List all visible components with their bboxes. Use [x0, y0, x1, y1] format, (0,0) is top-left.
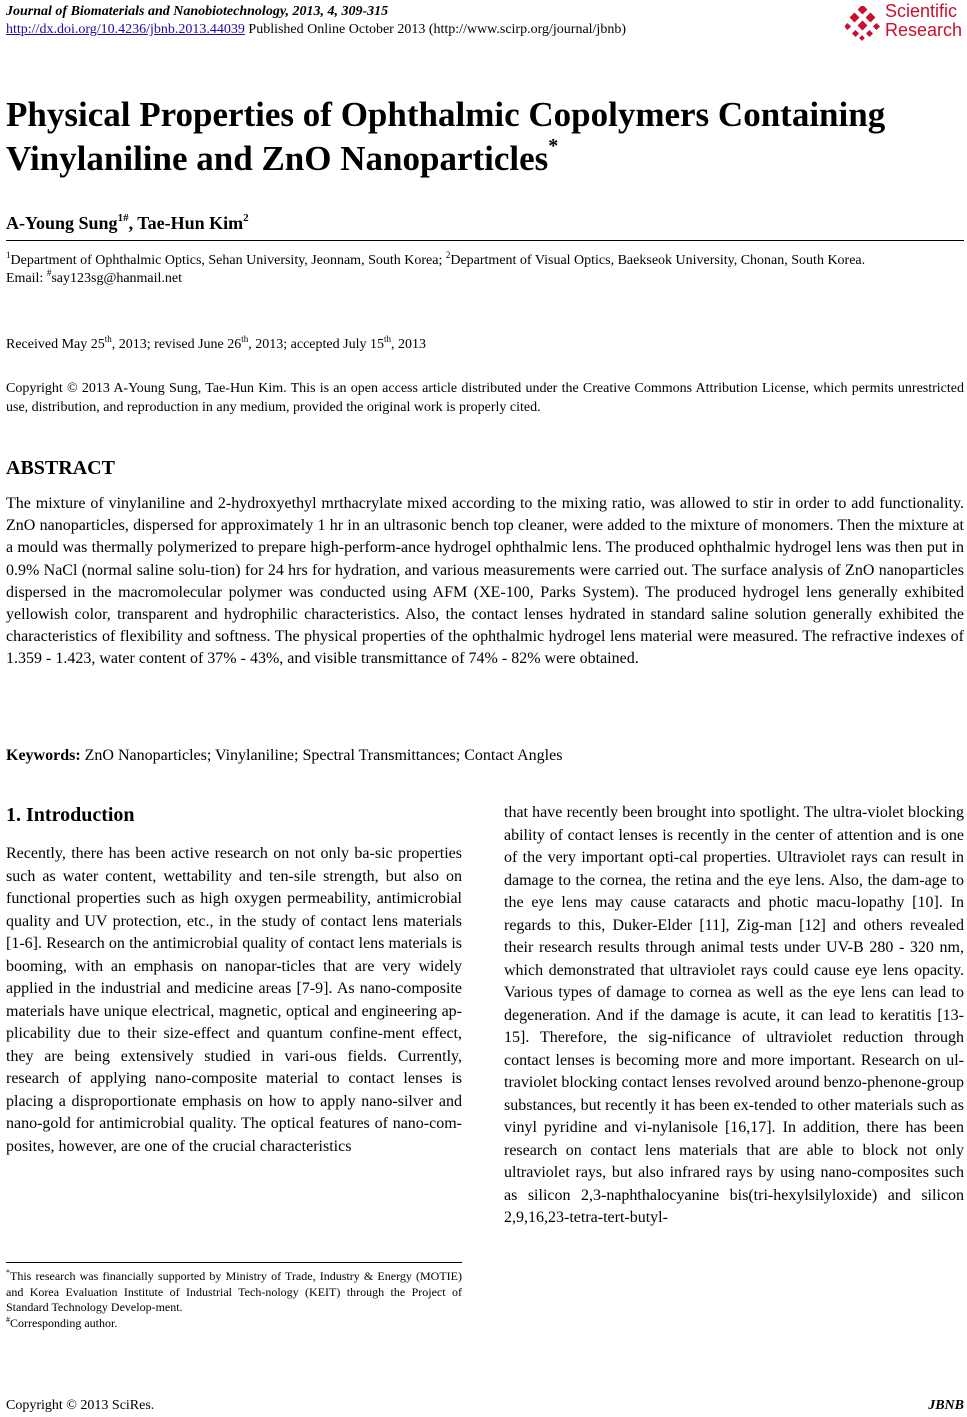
doi-link[interactable]: http://dx.doi.org/10.4236/jbnb.2013.44039 [6, 22, 245, 37]
date-received: Received May 25 [6, 337, 105, 352]
author-2-sup: 2 [243, 212, 249, 224]
footnote-rule [6, 1262, 462, 1263]
abstract-text: The mixture of vinylaniline and 2-hydroxyethyl mrthacrylate mixed according to the mixing ratio, was allowed to stir in order to add functionality. ZnO nanoparticles, dispersed for approximately 1 hr in an ultrasonic bench top cleaner, were added to the mixture of monomers. Then the mixture at a mould was thermally polymerized to prepare high-perform-ance hydrogel ophthalmic lens. The produced ophthalmic hydrogel lens was then put in 0.9% NaCl (normal saline solu-tion) for 24 hrs for hydration, and various measurements were carried out. The surface analysis of ZnO nanoparticles dispersed in the macromolecular polymer was conducted using AFM (XE-100, Parks System). The produced hydrogel lens generally exhibited yellowish color, transparent and hydrophilic characteristics. Also, the contact lenses hydrated in standard saline solution generally exhibited the characteristics of flexibility and softness. The physical properties of the ophthalmic hydrogel lens material were measured. The refractive indexes of 1.359 - 1.423, water content of 37% - 43%, and visible transmittance of 74% - 82% were obtained. [6, 495, 964, 668]
keywords-text: ZnO Nanoparticles; Vinylaniline; Spectral Transmittances; Contact Angles [80, 747, 563, 764]
author-1: A-Young Sung [6, 213, 118, 233]
footnote-2-text: Corresponding author. [10, 1315, 118, 1330]
logo-line2: Research [885, 20, 963, 40]
footnote-corresponding [6, 1316, 462, 1332]
affil-2: Department of Visual Optics, Baekseok University, Chonan, South Korea. [450, 253, 866, 268]
affil-1-sup: 1 [6, 250, 11, 260]
affil-2-sup: 2 [445, 250, 451, 260]
introduction-left-column: Recently, there has been active research on not only ba-sic properties such as water content, wettability and ten-sile strength, but also on functional properties such as high oxygen permeability, antimicrobial quality and UV protection, etc., in the study of contact lens materials [1-6]. Research on the antimicrobial quality of contact lens materials is booming, with an emphasis on nanopar-ticles that are very widely applied in the industrial and medicine areas [7-9]. As nano-composite materials have unique electrical, magnetic, optical and engineering ap-plicability due to their size-effect and quantum confine-ment effect, they are being extensively studied in vari-ous fields. Currently, research of applying nano-composite material to contact lenses is placing a disproportionate emphasis on how to apply nano-silver and nano-gold for antimicrobial quality. The optical features of nano-com-posites, however, are one of the crucial characteristics [6, 845, 462, 1155]
title-line1: Physical Properties of Ophthalmic Copolymers Containing [6, 95, 886, 134]
title-footnote-mark[interactable]: * [548, 135, 559, 157]
footnote-funding [6, 1269, 462, 1316]
title-line2 [6, 137, 966, 181]
email-sup: # [46, 268, 52, 278]
logo-line1: Scientific [885, 1, 958, 21]
publisher-logo [841, 2, 963, 44]
introduction-right-column: that have recently been brought into spotlight. The ultra-violet blocking ability of contact lenses is recently in the center of attention and is one of the very important opti-cal properties. Ultraviolet rays can result in damage to the cornea, the retina and the eye lens. Also, the dam-age to the eye lens may cause cataracts and photic macu-lopathy [10]. In regards to this, Duker-Elder [11], Zig-man [12] and others revealed their research results through animal tests under UV-B 280 - 320 nm, which demonstrated that ultraviolet rays could cause eye lens opacity. Various types of damage to cornea as well as the eye lens can lead to degeneration. And if the damage is acute, it can lead to keratitis [13-15]. Therefore, the sig-nificance of ultraviolet reduction through contact lenses is becoming more and more important. Research on ul-traviolet blocking contact lenses revolved around benzo-phenone-group substances, but recently it has been ex-tended to other materials such as vinyl pyridine and vi-nylanisole [16,17]. In addition, there has been research on contact lens materials that are able to block not only ultraviolet rays, but also infrared rays by using nano-composites such as silicon 2,3-naphthalocyanine bis(tri-hexylsilyloxide) and silicon 2,9,16,23-tetra-tert-butyl- [504, 804, 964, 1226]
paper-title [6, 93, 966, 181]
author-separator: , [128, 213, 138, 233]
scientific-research-logo-icon [845, 6, 881, 42]
logo-text [885, 2, 962, 40]
footnote-1-mark: * [6, 1268, 10, 1277]
date-sup-2: th [241, 334, 249, 344]
author-list [6, 213, 249, 234]
keywords [6, 747, 964, 765]
doi-line [6, 22, 626, 38]
footnote-1-text: This research was financially supported by Ministry of Trade, Industry & Energy (MOTIE) and Korea Evaluation Institute of Industrial Tech-nology (KEIT) through the Project of Standard Technology Develop-ment. [6, 1269, 462, 1314]
email-label: Email: [6, 271, 47, 286]
abstract-heading: ABSTRACT [6, 457, 115, 479]
received-dates [6, 334, 426, 353]
date-year: , 2013 [390, 337, 426, 352]
title-line2-text: Vinylaniline and ZnO Nanoparticles [6, 139, 549, 178]
date-accepted: , 2013; accepted July 15 [248, 337, 384, 352]
email-address[interactable]: say123sg@hanmail.net [51, 271, 183, 286]
introduction-heading: 1. Introduction [6, 804, 135, 826]
date-revised: , 2013; revised June 26 [111, 337, 242, 352]
footnote-2-mark: # [6, 1314, 10, 1324]
footnotes [6, 1269, 462, 1331]
header-rule [6, 240, 964, 241]
author-1-sup: 1# [117, 212, 129, 224]
affil-1: Department of Ophthalmic Optics, Sehan University, Jeonnam, South Korea; [10, 253, 446, 268]
keywords-label: Keywords: [6, 747, 81, 764]
footer-journal-abbrev: JBNB [928, 1398, 964, 1413]
copyright-notice: Copyright © 2013 A-Young Sung, Tae-Hun Kim. This is an open access article distributed under the Creative Commons Attribution License, which permits unrestricted use, distribution, and reproduction in any medium, provided the original work is properly cited. [6, 381, 964, 415]
affiliations [6, 252, 964, 288]
date-sup-1: th [104, 334, 112, 344]
date-sup-3: th [383, 334, 391, 344]
author-2: Tae-Hun Kim [137, 213, 244, 233]
page-footer [6, 1398, 964, 1414]
published-online: Published Online October 2013 (http://www.scirp.org/journal/jbnb) [244, 22, 626, 37]
journal-citation: Journal of Biomaterials and Nanobiotechnology, 2013, 4, 309-315 [6, 4, 389, 19]
footer-copyright: Copyright © 2013 SciRes. [6, 1398, 155, 1413]
